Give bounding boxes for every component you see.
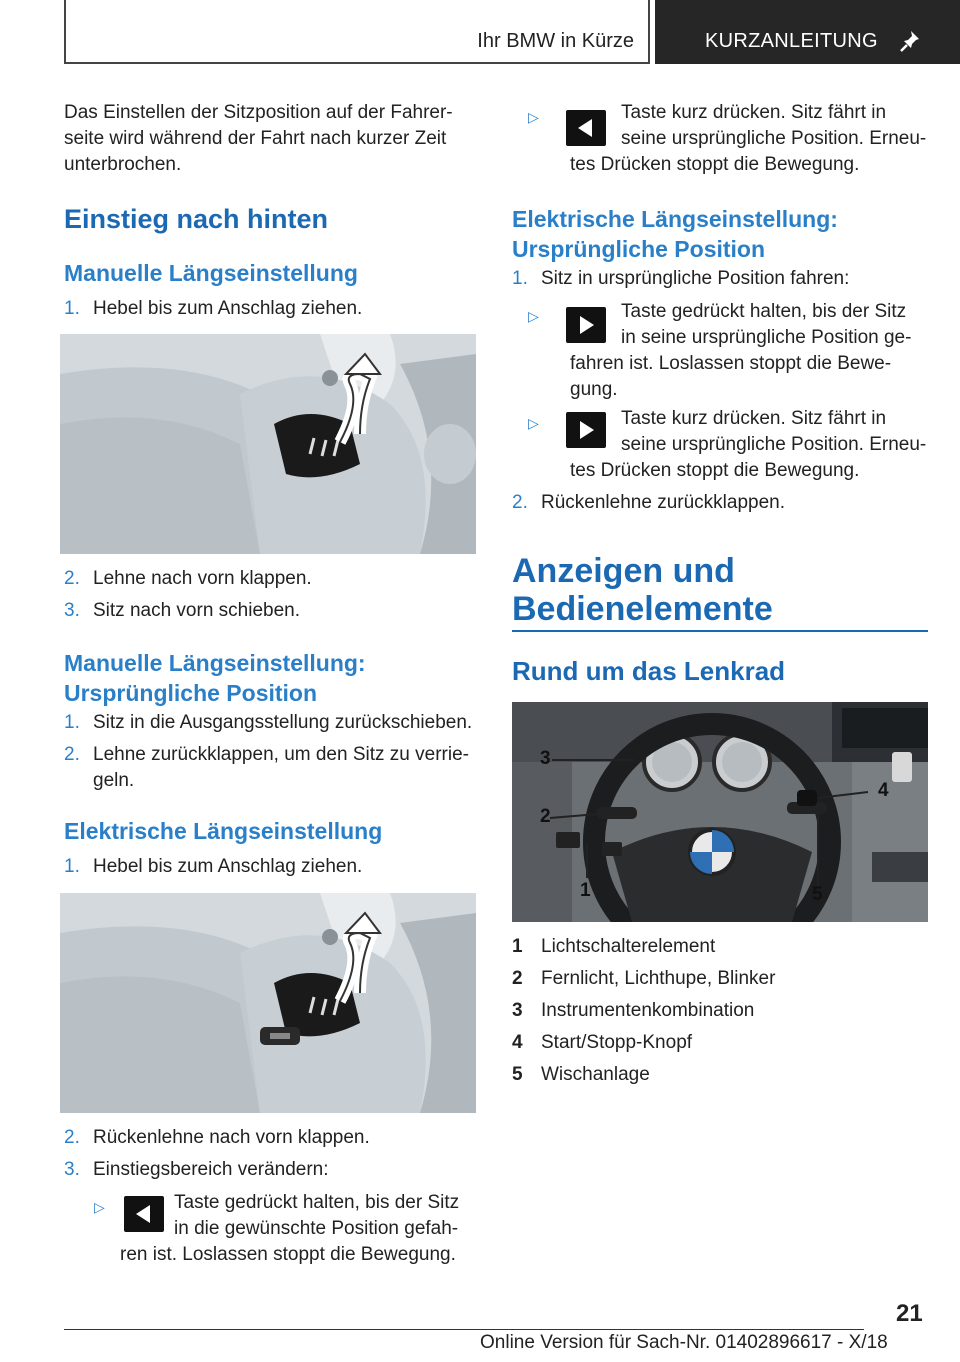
heading-einstieg: Einstieg nach hinten — [64, 204, 329, 234]
legend-text: Lichtschalterelement — [541, 936, 716, 957]
heading-line: Ursprüngliche Position — [64, 680, 318, 706]
list-text: Sitz nach vorn schieben. — [93, 600, 301, 621]
seat-forward-button-icon — [566, 307, 606, 343]
bullet-triangle-icon: ▷ — [528, 109, 539, 125]
list-text: Lehne nach vorn klappen. — [93, 568, 312, 589]
footer-rule — [64, 1329, 864, 1330]
bullet-triangle-icon: ▷ — [528, 415, 539, 431]
heading-line: Elektrische Längseinstellung: — [512, 206, 838, 232]
bullet-item — [528, 299, 928, 405]
bullet-text-line: in die gewünschte Position gefah- — [174, 1218, 459, 1239]
bullet-text-line: tes Drücken stoppt die Bewegung. — [570, 154, 860, 175]
bullet-item — [528, 406, 928, 486]
bullet-text-line: tes Drücken stoppt die Bewegung. — [570, 460, 860, 481]
list-text-line: Lehne zurückklappen, um den Sitz zu verrie- — [93, 744, 469, 765]
list-item — [64, 1157, 476, 1183]
bullet-triangle-icon: ▷ — [528, 308, 539, 324]
bullet-triangle-icon: ▷ — [94, 1199, 105, 1215]
legend-number: 1 — [512, 936, 523, 957]
legend-number: 2 — [512, 968, 523, 989]
list-number: 1. — [512, 268, 528, 289]
heading-line: Manuelle Längseinstellung: — [64, 650, 366, 676]
list-item — [64, 710, 476, 736]
header-section-title: Ihr BMW in Kürze — [477, 30, 634, 52]
bullet-text-line: Taste kurz drücken. Sitz fährt in — [621, 102, 887, 123]
bullet-item — [94, 1190, 476, 1270]
seat-back-button-icon — [566, 110, 606, 146]
bullet-text-line: gung. — [570, 379, 618, 400]
list-number: 1. — [64, 298, 80, 319]
heading-line: Ursprüngliche Position — [512, 236, 766, 262]
heading-manuell-position — [64, 648, 366, 708]
heading-line: Anzeigen und — [512, 552, 735, 590]
list-number: 3. — [64, 1159, 80, 1180]
heading-elektrisch: Elektrische Längseinstellung — [64, 818, 383, 844]
legend-number: 3 — [512, 1000, 523, 1021]
list-number: 2. — [64, 1127, 80, 1148]
legend-row — [512, 1062, 928, 1088]
list-text: Rückenlehne zurückklappen. — [541, 492, 785, 513]
list-text: Rückenlehne nach vorn klappen. — [93, 1127, 370, 1148]
list-item — [512, 490, 928, 516]
list-item — [64, 1125, 476, 1151]
footer-online-version: Online Version für Sach-Nr. 01402896617 - X/18 — [480, 1332, 888, 1353]
header-section-box — [64, 0, 650, 64]
intro-paragraph — [64, 100, 453, 178]
legend-row — [512, 966, 928, 992]
intro-line: seite wird während der Fahrt nach kurzer Zeit — [64, 128, 447, 149]
chapter-heading — [512, 552, 773, 628]
callout-5: 5 — [812, 884, 823, 905]
list-text: Hebel bis zum Anschlag ziehen. — [93, 856, 363, 877]
bullet-text-line: fahren ist. Loslassen stoppt die Bewe- — [570, 353, 892, 374]
list-number: 1. — [64, 856, 80, 877]
heading-elektrisch-position — [512, 204, 838, 264]
list-item — [64, 296, 476, 322]
legend-text: Wischanlage — [541, 1064, 650, 1085]
list-item — [512, 266, 928, 292]
list-number: 2. — [64, 744, 80, 765]
legend-text: Fernlicht, Lichthupe, Blinker — [541, 968, 776, 989]
legend-text: Start/Stopp-Knopf — [541, 1032, 693, 1053]
legend-number: 4 — [512, 1032, 523, 1053]
list-text: Hebel bis zum Anschlag ziehen. — [93, 298, 363, 319]
list-item — [64, 742, 476, 794]
list-text-line: geln. — [93, 770, 135, 791]
chapter-rule — [512, 630, 928, 632]
bullet-text-line: seine ursprüngliche Position. Erneu- — [621, 434, 927, 455]
bullet-text-line: Taste gedrückt halten, bis der Sitz — [621, 301, 907, 322]
heading-manuell: Manuelle Längseinstellung — [64, 260, 358, 286]
header-chapter-title: KURZANLEITUNG — [705, 30, 878, 52]
legend-number: 5 — [512, 1064, 523, 1085]
bullet-text-line: ren ist. Loslassen stoppt die Bewegung. — [120, 1244, 456, 1265]
seat-back-button-icon — [124, 1196, 164, 1232]
callout-4: 4 — [878, 780, 889, 801]
bullet-text-line: Taste gedrückt halten, bis der Sitz — [174, 1192, 460, 1213]
steering-wheel-photo — [512, 702, 928, 922]
list-text: Sitz in ursprüngliche Position fahren: — [541, 268, 850, 289]
list-number: 3. — [64, 600, 80, 621]
seat-lever-photo — [60, 334, 476, 554]
pin-icon — [898, 28, 924, 54]
list-text: Sitz in die Ausgangsstellung zurückschieben. — [93, 712, 473, 733]
list-item — [64, 566, 476, 592]
list-number: 1. — [64, 712, 80, 733]
list-item — [64, 598, 476, 624]
header-chapter-tab — [655, 0, 960, 64]
seat-forward-button-icon — [566, 412, 606, 448]
intro-line: Das Einstellen der Sitzposition auf der Fahrer- — [64, 102, 453, 123]
list-text — [93, 742, 469, 794]
bullet-text-line: seine ursprüngliche Position. Erneu- — [621, 128, 927, 149]
list-number: 2. — [512, 492, 528, 513]
bullet-text-line: Taste kurz drücken. Sitz fährt in — [621, 408, 887, 429]
seat-electric-lever-photo — [60, 893, 476, 1113]
legend-text: Instrumentenkombination — [541, 1000, 755, 1021]
list-text: Einstiegsbereich verändern: — [93, 1159, 329, 1180]
bullet-item — [528, 100, 928, 180]
bullet-text-line: in seine ursprüngliche Position ge- — [621, 327, 912, 348]
heading-line: Bedienelemente — [512, 590, 773, 628]
page-number: 21 — [896, 1300, 923, 1327]
callout-1: 1 — [580, 880, 591, 901]
heading-lenkrad: Rund um das Lenkrad — [512, 656, 786, 686]
callout-3: 3 — [540, 748, 551, 769]
legend-row — [512, 998, 928, 1024]
legend-row — [512, 934, 928, 960]
intro-line: unterbrochen. — [64, 154, 182, 175]
list-number: 2. — [64, 568, 80, 589]
legend-row — [512, 1030, 928, 1056]
list-item — [64, 854, 476, 880]
callout-2: 2 — [540, 806, 551, 827]
